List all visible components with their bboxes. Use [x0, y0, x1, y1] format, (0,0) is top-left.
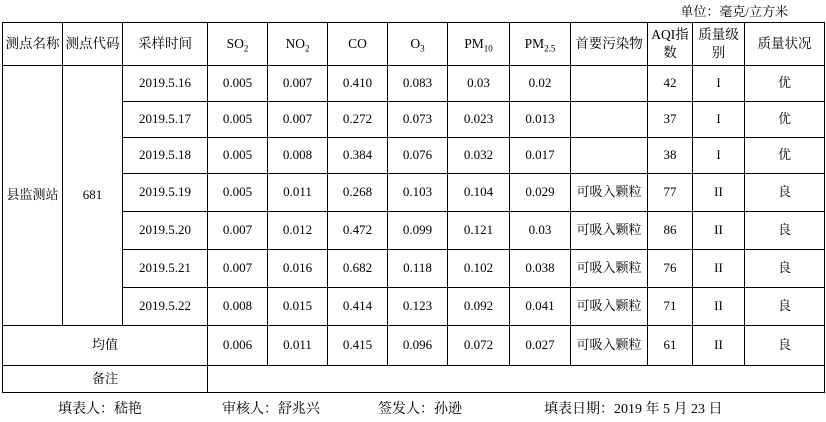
cell-status: 优: [745, 66, 825, 102]
cell-date: 2019.5.16: [123, 66, 208, 102]
cell-level: II: [693, 288, 745, 326]
cell-date: 2019.5.20: [123, 212, 208, 250]
cell-status: 良: [745, 212, 825, 250]
header-station-name: 测点名称: [3, 23, 63, 66]
cell-station-code: 681: [63, 66, 123, 326]
cell-so2: 0.005: [208, 66, 268, 102]
cell-no2: 0.007: [268, 102, 328, 138]
cell-level: I: [693, 66, 745, 102]
header-station-code: 测点代码: [63, 23, 123, 66]
cell-aqi: 61: [648, 326, 693, 366]
cell-aqi: 76: [648, 250, 693, 288]
cell-level: II: [693, 326, 745, 366]
cell-co: 0.272: [328, 102, 388, 138]
cell-no2: 0.016: [268, 250, 328, 288]
cell-aqi: 38: [648, 138, 693, 174]
cell-co: 0.415: [328, 326, 388, 366]
cell-so2: 0.005: [208, 174, 268, 212]
cell-so2: 0.006: [208, 326, 268, 366]
cell-no2: 0.008: [268, 138, 328, 174]
cell-pm10: 0.102: [448, 250, 510, 288]
cell-pm25: 0.038: [510, 250, 571, 288]
cell-co: 0.410: [328, 66, 388, 102]
cell-so2: 0.007: [208, 212, 268, 250]
cell-level: II: [693, 212, 745, 250]
data-row: [3, 174, 825, 212]
signature-line: [0, 393, 826, 422]
data-row: [3, 66, 825, 102]
cell-co: 0.414: [328, 288, 388, 326]
cell-pm25: 0.041: [510, 288, 571, 326]
cell-station-name: 县监测站: [3, 66, 63, 326]
header-pm10: $PM_{10}$: [448, 23, 510, 66]
cell-no2: 0.011: [268, 174, 328, 212]
cell-co: 0.682: [328, 250, 388, 288]
cell-status: 良: [745, 288, 825, 326]
cell-pm10: 0.023: [448, 102, 510, 138]
cell-pollutant: 可吸入颗粒: [571, 288, 648, 326]
cell-so2: 0.008: [208, 288, 268, 326]
remark-value: [208, 366, 825, 393]
cell-o3: 0.118: [388, 250, 448, 288]
header-so2: $SO_2$: [208, 23, 268, 66]
cell-pm25: 0.029: [510, 174, 571, 212]
header-sample-time: 采样时间: [123, 23, 208, 66]
remark-label: 备注: [3, 366, 208, 393]
cell-pm10: 0.03: [448, 66, 510, 102]
data-row: [3, 138, 825, 174]
cell-pm25: 0.017: [510, 138, 571, 174]
cell-aqi: 42: [648, 66, 693, 102]
mean-row: [3, 326, 825, 366]
unit-label: 单位：毫克/立方米: [680, 4, 788, 19]
cell-pm10: 0.072: [448, 326, 510, 366]
cell-so2: 0.007: [208, 250, 268, 288]
cell-pollutant: 可吸入颗粒: [571, 212, 648, 250]
table-header-row: [3, 23, 825, 66]
cell-pollutant: [571, 66, 648, 102]
header-no2: $NO_2$: [268, 23, 328, 66]
data-row: [3, 250, 825, 288]
cell-status: 优: [745, 138, 825, 174]
cell-so2: 0.005: [208, 138, 268, 174]
cell-status: 优: [745, 102, 825, 138]
cell-co: 0.384: [328, 138, 388, 174]
data-row: [3, 102, 825, 138]
cell-co: 0.268: [328, 174, 388, 212]
cell-o3: 0.099: [388, 212, 448, 250]
form-filler: 填表人：嵇艳: [58, 402, 142, 417]
header-o3: $O_3$: [388, 23, 448, 66]
cell-pm10: 0.104: [448, 174, 510, 212]
cell-pm25: 0.02: [510, 66, 571, 102]
cell-date: 2019.5.22: [123, 288, 208, 326]
cell-pm10: 0.121: [448, 212, 510, 250]
cell-level: II: [693, 174, 745, 212]
cell-so2: 0.005: [208, 102, 268, 138]
cell-level: I: [693, 102, 745, 138]
cell-o3: 0.096: [388, 326, 448, 366]
cell-level: I: [693, 138, 745, 174]
form-issuer: 签发人：孙逊: [378, 402, 462, 417]
cell-no2: 0.011: [268, 326, 328, 366]
cell-no2: 0.012: [268, 212, 328, 250]
cell-aqi: 71: [648, 288, 693, 326]
header-primary-pollutant: 首要污染物: [571, 23, 648, 66]
air-quality-table: [2, 22, 825, 393]
cell-o3: 0.083: [388, 66, 448, 102]
cell-pollutant: 可吸入颗粒: [571, 250, 648, 288]
cell-date: 2019.5.17: [123, 102, 208, 138]
cell-no2: 0.015: [268, 288, 328, 326]
cell-o3: 0.073: [388, 102, 448, 138]
data-row: [3, 212, 825, 250]
cell-status: 良: [745, 326, 825, 366]
cell-date: 2019.5.21: [123, 250, 208, 288]
remark-row: [3, 366, 825, 393]
cell-pollutant: [571, 138, 648, 174]
cell-date: 2019.5.18: [123, 138, 208, 174]
cell-pm25: 0.027: [510, 326, 571, 366]
cell-pm10: 0.092: [448, 288, 510, 326]
cell-o3: 0.103: [388, 174, 448, 212]
header-quality-level: 质量级别: [693, 23, 745, 66]
cell-date: 2019.5.19: [123, 174, 208, 212]
cell-pollutant: [571, 102, 648, 138]
cell-aqi: 77: [648, 174, 693, 212]
mean-label: 均值: [3, 326, 208, 366]
form-date: 填表日期：2019 年 5 月 23 日: [544, 402, 723, 417]
cell-aqi: 37: [648, 102, 693, 138]
header-quality-status: 质量状况: [745, 23, 825, 66]
cell-level: II: [693, 250, 745, 288]
form-reviewer: 审核人：舒兆兴: [222, 402, 320, 417]
cell-status: 良: [745, 174, 825, 212]
cell-co: 0.472: [328, 212, 388, 250]
header-co: CO: [328, 23, 388, 66]
data-row: [3, 288, 825, 326]
cell-pm10: 0.032: [448, 138, 510, 174]
cell-pm25: 0.03: [510, 212, 571, 250]
cell-status: 良: [745, 250, 825, 288]
cell-o3: 0.076: [388, 138, 448, 174]
cell-pollutant: 可吸入颗粒: [571, 174, 648, 212]
cell-no2: 0.007: [268, 66, 328, 102]
cell-pm25: 0.013: [510, 102, 571, 138]
cell-pollutant: 可吸入颗粒: [571, 326, 648, 366]
header-pm25: $PM_{2.5}$: [510, 23, 571, 66]
cell-o3: 0.123: [388, 288, 448, 326]
cell-aqi: 86: [648, 212, 693, 250]
header-aqi-index: AQI指数: [648, 23, 693, 66]
